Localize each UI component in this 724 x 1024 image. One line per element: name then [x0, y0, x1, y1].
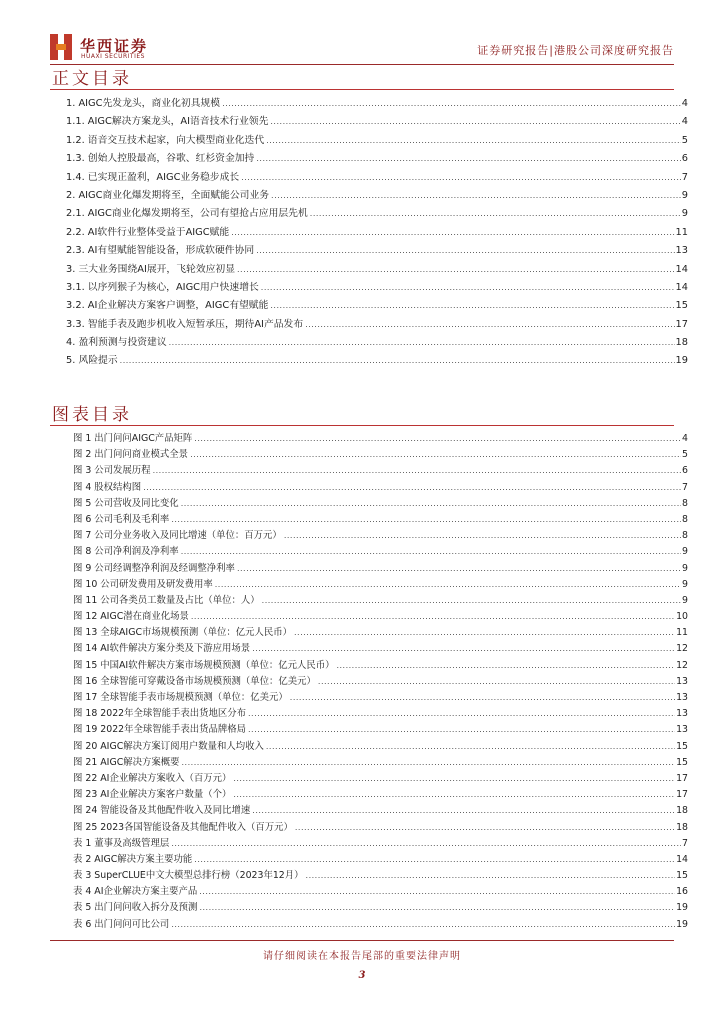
report-type: 证券研究报告|港股公司深度研究报告	[477, 44, 674, 57]
toc-entry-text: 3.1. 以序列猴子为核心，AIGC用户快速增长	[66, 281, 259, 293]
figure-entry-page: 19	[676, 918, 688, 930]
figure-entry[interactable]	[73, 820, 688, 836]
figure-entry-page: 15	[676, 756, 688, 768]
figure-entry[interactable]	[73, 593, 688, 609]
figure-entry-page: 13	[676, 692, 688, 703]
figure-entry-page: 12	[676, 643, 688, 655]
dot-leader	[252, 641, 675, 657]
figure-entry[interactable]	[73, 431, 688, 447]
dot-leader	[237, 261, 675, 279]
figure-entry-page: 9	[682, 562, 688, 574]
figure-entry-page: 10	[676, 611, 688, 623]
toc-entry[interactable]	[66, 297, 688, 315]
figure-entry[interactable]	[73, 447, 688, 463]
figure-entry[interactable]	[73, 722, 688, 738]
toc-entry-page: 4	[681, 116, 688, 128]
figure-entry-text: 图 23 AI企业解决方案客户数量（个）	[73, 789, 232, 801]
figure-entry[interactable]	[73, 544, 688, 560]
figure-entry-page: 7	[682, 837, 688, 849]
dot-leader	[194, 431, 681, 447]
toc-entry-text: 3.3. 智能手表及跑步机收入短暂承压，期待AI产品发布	[66, 318, 304, 330]
figure-entry[interactable]	[73, 852, 688, 868]
figure-entry[interactable]	[73, 625, 688, 641]
figure-entry-text: 图 3 公司发展历程	[73, 465, 151, 477]
figure-entry-text: 图 22 AI企业解决方案收入（百万元）	[73, 772, 232, 784]
figure-entry[interactable]	[73, 496, 688, 512]
dot-leader	[266, 132, 681, 150]
figure-entry[interactable]	[73, 868, 688, 884]
figure-entry-page: 15	[676, 740, 688, 752]
dot-leader	[284, 528, 681, 544]
page-header	[0, 0, 724, 68]
toc-title-rule	[50, 89, 674, 90]
toc-entry-page: 14	[675, 263, 688, 275]
dot-leader	[295, 820, 675, 836]
dot-leader	[305, 316, 674, 334]
toc-entry-text: 3. 三大业务围绕AI展开，飞轮效应初显	[66, 263, 236, 275]
figure-entry-text: 图 13 全球AIGC市场规模预测（单位：亿元人民币）	[73, 627, 293, 639]
brand-name-en: HUAXI SECURITIES	[81, 53, 145, 60]
figure-entry-page: 8	[682, 530, 688, 542]
dot-leader	[182, 755, 676, 771]
toc-entry-page: 18	[675, 337, 688, 349]
figure-entry-page: 18	[676, 805, 688, 817]
figure-entry-page: 9	[682, 578, 688, 590]
figure-entry-page: 7	[682, 481, 688, 493]
figure-entry[interactable]	[73, 609, 688, 625]
figure-entry-page: 13	[676, 724, 688, 736]
dot-leader	[120, 352, 675, 370]
figure-entry-page: 9	[682, 594, 688, 606]
figure-entry-text: 图 18 2022年全球智能手表出货地区分布	[73, 708, 246, 720]
figure-entry[interactable]	[73, 658, 688, 674]
dot-leader	[306, 868, 676, 884]
figure-entry-page: 18	[676, 821, 688, 833]
toc-entry-page: 14	[675, 281, 688, 293]
figure-entry[interactable]	[73, 480, 688, 496]
toc-entry[interactable]	[66, 132, 688, 150]
figure-entry-text: 图 20 AIGC解决方案订阅用户数量和人均收入	[73, 740, 264, 752]
toc-entry-page: 9	[681, 189, 688, 201]
figure-entry-text: 图 8 公司净利润及净利率	[73, 546, 179, 558]
dot-leader	[233, 787, 675, 803]
figure-entry-text: 图 4 股权结构图	[73, 481, 142, 493]
dot-leader	[181, 544, 681, 560]
toc-entry[interactable]	[66, 334, 688, 352]
figure-entry-text: 表 3 SuperCLUE中文大模型总排行榜（2023年12月）	[73, 870, 304, 882]
dot-leader	[171, 836, 681, 852]
figure-entry[interactable]	[73, 674, 688, 690]
figure-entry-text: 图 6 公司毛利及毛利率	[73, 513, 170, 525]
toc-entry[interactable]	[66, 150, 688, 168]
dot-leader	[336, 658, 675, 674]
toc-entry-text: 2.1. AIGC商业化爆发期将至，公司有望抢占应用层先机	[66, 208, 308, 220]
legal-disclaimer: 请仔细阅读在本报告尾部的重要法律声明	[263, 951, 461, 962]
figure-entry-page: 9	[682, 546, 688, 558]
toc-entry[interactable]	[66, 242, 688, 260]
figure-entry[interactable]	[73, 528, 688, 544]
figure-entry-page: 14	[676, 853, 688, 865]
toc-entry-text: 5. 风险提示	[66, 355, 118, 367]
dot-leader	[199, 900, 675, 916]
figures-title-rule	[50, 425, 674, 426]
figure-entry-page: 16	[676, 886, 688, 898]
toc-entry[interactable]	[66, 169, 688, 187]
dot-leader	[194, 852, 675, 868]
figures-list	[73, 431, 688, 933]
page-number: 3	[358, 970, 366, 981]
header-divider	[50, 64, 674, 65]
dot-leader	[171, 512, 681, 528]
figure-entry-text: 表 2 AIGC解决方案主要功能	[73, 853, 193, 865]
dot-leader	[153, 463, 681, 479]
figure-entry[interactable]	[73, 803, 688, 819]
toc-entry-page: 6	[681, 153, 688, 165]
figure-entry-page: 13	[676, 675, 688, 687]
toc-entry-text: 1. AIGC先发龙头，商业化初具规模	[66, 98, 221, 109]
figure-entry-text: 表 1 董事及高级管理层	[73, 837, 170, 849]
toc-entry-page: 4	[681, 98, 688, 109]
dot-leader	[237, 561, 681, 577]
dot-leader	[294, 625, 675, 641]
dot-leader	[266, 739, 675, 755]
figure-entry-text: 图 9 公司经调整净利润及经调整净利率	[73, 562, 235, 574]
figure-entry-page: 11	[676, 627, 688, 639]
figure-entry-page: 19	[676, 902, 688, 914]
dot-leader	[256, 242, 674, 260]
figure-entry-text: 图 1 出门问问AIGC产品矩阵	[73, 433, 193, 444]
brand-name-cn: 华西证券	[80, 37, 149, 55]
figure-entry[interactable]	[73, 641, 688, 657]
figure-entry-text: 图 2 出门问问商业模式全景	[73, 449, 189, 461]
figure-entry[interactable]	[73, 755, 688, 771]
toc-entry-text: 4. 盈利预测与投资建议	[66, 337, 167, 349]
dot-leader	[252, 803, 675, 819]
figure-entry-text: 图 21 AIGC解决方案概要	[73, 756, 180, 768]
dot-leader	[318, 674, 675, 690]
toc-entry-text: 3.2. AI企业解决方案客户调整，AIGC有望赋能	[66, 300, 269, 312]
figure-entry-page: 17	[676, 789, 688, 801]
toc-entry[interactable]	[66, 279, 688, 297]
toc-entry[interactable]	[66, 205, 688, 223]
figure-entry[interactable]	[73, 706, 688, 722]
toc-entry[interactable]	[66, 224, 688, 242]
toc-entry-text: 1.2. 语音交互技术起家，向大模型商业化迭代	[66, 134, 265, 146]
dot-leader	[171, 917, 675, 933]
dot-leader	[256, 150, 680, 168]
figure-entry-text: 图 11 公司各类员工数量及占比（单位：人）	[73, 594, 260, 606]
figure-entry[interactable]	[73, 690, 688, 706]
figure-entry-page: 8	[682, 513, 688, 525]
figure-entry-page: 17	[676, 772, 688, 784]
dot-leader	[248, 706, 675, 722]
figure-entry-text: 表 5 出门问问收入拆分及预测	[73, 902, 198, 914]
toc-entry-page: 7	[681, 171, 688, 183]
figure-entry-text: 图 7 公司分业务收入及同比增速（单位：百万元）	[73, 530, 282, 542]
toc-entry-page: 19	[675, 355, 688, 367]
figure-entry[interactable]	[73, 739, 688, 755]
toc-entry[interactable]	[66, 95, 688, 113]
dot-leader	[169, 334, 675, 352]
figure-entry[interactable]	[73, 836, 688, 852]
toc-entry[interactable]	[66, 187, 688, 205]
toc-entry-page: 9	[681, 208, 688, 220]
dot-leader	[190, 447, 681, 463]
toc-list	[66, 95, 688, 371]
dot-leader	[261, 279, 675, 297]
toc-entry-page: 5	[681, 134, 688, 146]
dot-leader	[248, 722, 675, 738]
figure-entry-text: 图 16 全球智能可穿戴设备市场规模预测（单位：亿美元）	[73, 675, 316, 687]
dot-leader	[270, 113, 680, 131]
figure-entry-page: 5	[682, 449, 688, 461]
toc-entry[interactable]	[66, 352, 688, 370]
dot-leader	[271, 187, 681, 205]
toc-entry[interactable]	[66, 316, 688, 334]
figure-entry-text: 图 24 智能设备及其他配件收入及同比增速	[73, 805, 251, 817]
dot-leader	[181, 496, 681, 512]
toc-entry-text: 2.2. AI软件行业整体受益于AIGC赋能	[66, 226, 230, 238]
dot-leader	[199, 884, 675, 900]
figure-entry-text: 图 5 公司营收及同比变化	[73, 497, 179, 509]
toc-entry-page: 11	[675, 226, 688, 238]
figure-entry[interactable]	[73, 900, 688, 916]
figure-entry[interactable]	[73, 561, 688, 577]
toc-entry[interactable]	[66, 261, 688, 279]
figure-entry-page: 4	[682, 433, 688, 444]
figure-entry[interactable]	[73, 771, 688, 787]
figure-entry[interactable]	[73, 884, 688, 900]
huaxi-logo-icon	[50, 34, 74, 60]
dot-leader	[222, 95, 681, 113]
dot-leader	[215, 577, 681, 593]
toc-title: 正文目录	[52, 69, 132, 89]
toc-entry-page: 15	[675, 300, 688, 312]
toc-entry-text: 2. AIGC商业化爆发期将至，全面赋能公司业务	[66, 189, 270, 201]
figures-title: 图表目录	[52, 405, 132, 425]
dot-leader	[191, 609, 675, 625]
figure-entry-page: 6	[682, 465, 688, 477]
dot-leader	[262, 593, 681, 609]
figure-entry[interactable]	[73, 463, 688, 479]
dot-leader	[231, 224, 674, 242]
toc-entry-text: 1.3. 创始人控股最高，谷歌、红杉资金加持	[66, 153, 255, 165]
figure-entry-text: 表 4 AI企业解决方案主要产品	[73, 886, 198, 898]
dot-leader	[241, 169, 681, 187]
toc-entry[interactable]	[66, 113, 688, 131]
footer-divider	[50, 940, 674, 941]
figure-entry-page: 15	[676, 870, 688, 882]
figure-entry-text: 表 6 出门问问可比公司	[73, 918, 170, 930]
figure-entry-page: 8	[682, 497, 688, 509]
dot-leader	[270, 297, 674, 315]
figure-entry-text: 图 10 公司研发费用及研发费用率	[73, 578, 213, 590]
figure-entry[interactable]	[73, 512, 688, 528]
dot-leader	[233, 771, 675, 787]
figure-entry[interactable]	[73, 917, 688, 933]
figure-entry-text: 图 25 2023各国智能设备及其他配件收入（百万元）	[73, 821, 293, 833]
dot-leader	[143, 480, 681, 496]
figure-entry-page: 12	[676, 659, 688, 671]
toc-entry-text: 2.3. AI有望赋能智能设备，形成软硬件协同	[66, 245, 255, 257]
figure-entry[interactable]	[73, 787, 688, 803]
dot-leader	[310, 205, 681, 223]
figure-entry-page: 13	[676, 708, 688, 720]
figure-entry-text: 图 17 全球智能手表市场规模预测（单位：亿美元）	[73, 692, 288, 703]
figure-entry-text: 图 12 AIGC潜在商业化场景	[73, 611, 189, 623]
figure-entry-text: 图 19 2022年全球智能手表出货品牌格局	[73, 724, 246, 736]
toc-entry-text: 1.4. 已实现正盈利，AIGC业务稳步成长	[66, 171, 240, 183]
figure-entry-text: 图 14 AI软件解决方案分类及下游应用场景	[73, 643, 251, 655]
toc-entry-text: 1.1. AIGC解决方案龙头，AI语音技术行业领先	[66, 116, 269, 128]
toc-entry-page: 13	[675, 245, 688, 257]
dot-leader	[290, 690, 675, 706]
toc-entry-page: 17	[675, 318, 688, 330]
figure-entry[interactable]	[73, 577, 688, 593]
figure-entry-text: 图 15 中国AI软件解决方案市场规模预测（单位：亿元人民币）	[73, 659, 335, 671]
